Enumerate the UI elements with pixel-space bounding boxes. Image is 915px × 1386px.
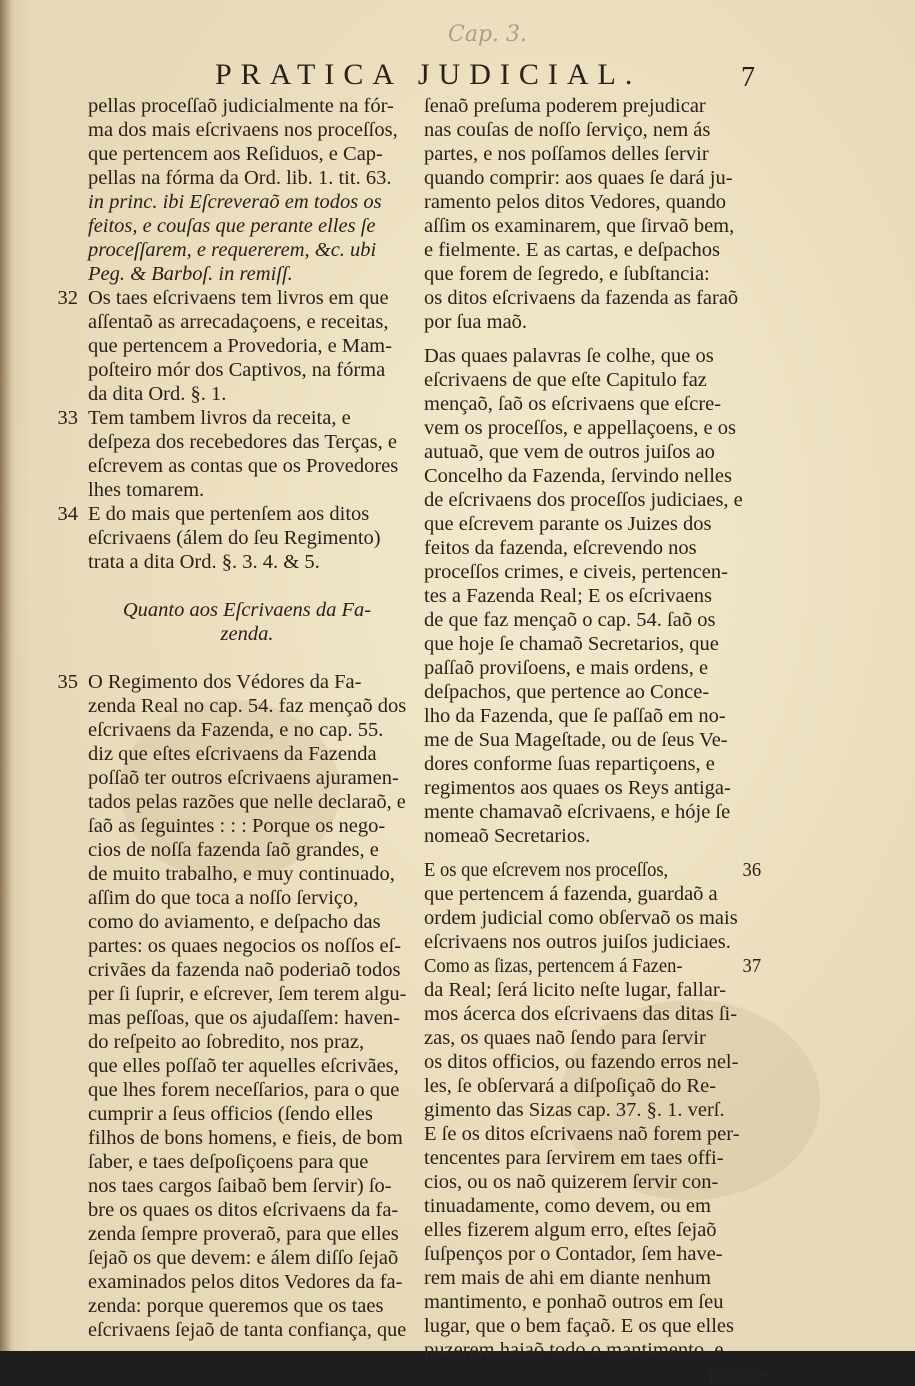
text-line: ordem judicial como obſervaõ os mais bbox=[424, 907, 738, 929]
text-line: gimento das Sizas cap. 37. §. 1. verſ. bbox=[424, 1099, 725, 1121]
text-line: eſcrivaens nos outros juiſos judiciaes. bbox=[424, 931, 731, 953]
text-line: feitos, e couſas que perante elles ſe bbox=[88, 215, 376, 237]
text-line: mençaõ, ſaõ os eſcrivaens que eſcre- bbox=[424, 393, 722, 415]
text-line: lhes tomarem. bbox=[88, 479, 205, 501]
page-number: 7 bbox=[741, 62, 755, 93]
text-line bbox=[424, 858, 762, 882]
text-line: proceſſarem, e requererem, &c. ubi bbox=[88, 239, 377, 261]
text-line: do reſpeito ao ſobredito, nos praz, bbox=[88, 1031, 365, 1053]
paragraph-36 bbox=[424, 858, 768, 954]
text-line: feitos da fazenda, eſcrevendo nos bbox=[424, 537, 697, 559]
text-line: ſaber, e taes deſpoſiçoens para que bbox=[88, 1151, 369, 1173]
text-line: nas couſas de noſſo ſerviço, nem ás bbox=[424, 119, 711, 141]
text-line: mantimento, e ponhaõ outros em ſeu bbox=[424, 1291, 724, 1313]
text-line: crivães da fazenda naõ poderiaõ todos bbox=[88, 959, 401, 981]
paragraph-number: 32 bbox=[57, 287, 78, 309]
text-line: in princ. ibi Eſcreveraõ em todos os bbox=[88, 191, 382, 213]
text-line bbox=[57, 502, 406, 526]
text-line: mas peſſoas, que os ajudaſſem: haven- bbox=[88, 1007, 400, 1029]
text-line: ſuſpenços por o Contador, ſem have- bbox=[424, 1243, 723, 1265]
text-line: ſejaõ os que devem: e álem diſſo ſejaõ bbox=[88, 1247, 399, 1269]
text-line-content: E os que eſcrevem nos proceſſos, bbox=[424, 859, 669, 881]
text-line: poſteiro mór dos Captivos, na fórma bbox=[88, 359, 386, 381]
text-line: quando comprir: aos quaes ſe dará ju- bbox=[424, 167, 733, 189]
paragraph-number: 37 bbox=[742, 955, 762, 977]
text-line: mos ácerca dos eſcrivaens das ditas ſi- bbox=[424, 1003, 738, 1025]
text-line: ſaõ as ſeguintes : : : Porque os nego- bbox=[88, 815, 386, 837]
text-line: cios, ou os naõ quizerem ſervir con- bbox=[424, 1171, 719, 1193]
text-line: zenda ſempre proveraõ, para que elles bbox=[88, 1223, 399, 1245]
text-line: deſpeza dos recebedores das Terças, e bbox=[88, 431, 397, 453]
text-line: que eſcrevem parante os Juizes dos bbox=[424, 513, 712, 535]
paragraph-37 bbox=[424, 954, 768, 1362]
text-line: os ditos eſcrivaens da fazenda as faraõ bbox=[424, 287, 739, 309]
text-line: vem os proceſſos, e appellaçoens, e os bbox=[424, 417, 736, 439]
text-line: partes, e nos poſſamos delles ſervir bbox=[424, 143, 709, 165]
text-line: aſſim do que toca a noſſo ſerviço, bbox=[88, 887, 359, 909]
text-line: elles fizerem algum erro, eſtes ſejaõ bbox=[424, 1219, 717, 1241]
text-line: E ſe os ditos eſcrivaens naõ forem per- bbox=[424, 1123, 740, 1145]
text-line: tinuadamente, como devem, ou em bbox=[424, 1195, 711, 1217]
paragraph-35-continued bbox=[424, 94, 768, 334]
spacer bbox=[424, 334, 768, 344]
paragraph-number: 34 bbox=[57, 503, 78, 525]
text-line bbox=[57, 286, 406, 310]
text-line: puzerem hajaõ todo o mantimento, e bbox=[424, 1339, 724, 1361]
text-line: partes: os quaes negocios os noſſos eſ- bbox=[88, 935, 402, 957]
page-gutter bbox=[0, 0, 10, 1351]
text-line: eſcrivaens (álem do ſeu Regimento) bbox=[88, 527, 381, 549]
paragraph-35 bbox=[57, 670, 407, 1342]
text-line: per ſi ſuprir, e eſcrever, ſem terem algu- bbox=[88, 983, 407, 1005]
text-line: zas, os quaes naõ ſendo para ſervir bbox=[424, 1027, 706, 1049]
text-line: de muito trabalho, e muy continuado, bbox=[88, 863, 395, 885]
paragraph-number: 36 bbox=[742, 859, 762, 881]
text-line-content: Como as ſizas, pertencem á Fazen- bbox=[424, 955, 683, 977]
text-line: eſcrivaens ſejaõ de tanta confiança, que bbox=[88, 1319, 407, 1341]
heading-line: Quanto aos Eſcrivaens da Fa- bbox=[122, 599, 372, 621]
text-line: bre os quaes os ditos eſcrivaens da fa- bbox=[88, 1199, 399, 1221]
text-line: ma dos mais eſcrivaens nos proceſſos, bbox=[88, 119, 398, 141]
running-title: PRATICA JUDICIAL. bbox=[215, 58, 642, 91]
spacer bbox=[88, 574, 406, 598]
text-line: de que faz mençaõ o cap. 54. ſaõ os bbox=[424, 609, 716, 631]
text-line: rem mais de ahi em diante nenhum bbox=[424, 1267, 711, 1289]
text-line: diz que eſtes eſcrivaens da Fazenda bbox=[88, 743, 377, 765]
text-line: eſcrivaens de que eſte Capitulo faz bbox=[424, 369, 707, 391]
text-line bbox=[57, 406, 406, 430]
spacer bbox=[88, 646, 406, 670]
paragraph-32 bbox=[57, 286, 406, 406]
text-line: da Real; ſerá licito neſte lugar, fallar- bbox=[424, 979, 727, 1001]
text-line: cios de noſſa fazenda ſaõ grandes, e bbox=[88, 839, 379, 861]
text-line: dores conforme ſuas repartiçoens, e bbox=[424, 753, 715, 775]
paragraph-31 bbox=[88, 94, 406, 286]
text-line: que lhes forem neceſſarios, para o que bbox=[88, 1079, 400, 1101]
text-line: cumprir a ſeus officios (ſendo elles bbox=[88, 1103, 373, 1125]
right-column bbox=[424, 94, 768, 1386]
text-line: por ſua maõ. bbox=[424, 311, 528, 333]
left-column bbox=[57, 94, 407, 1342]
text-line: aſſentaõ as arrecadaçoens, e receitas, bbox=[88, 311, 389, 333]
text-line: que pertencem aos Reſiduos, e Cap- bbox=[88, 143, 383, 165]
text-line: trata a dita Ord. §. 3. 4. & 5. bbox=[88, 551, 320, 573]
text-line: zenda Real no cap. 54. faz mençaõ dos bbox=[88, 695, 407, 717]
text-line: ſenaõ preſuma poderem prejudicar bbox=[424, 95, 706, 117]
text-line: nos taes cargos ſaibaõ bem ſervir) ſo- bbox=[88, 1175, 392, 1197]
text-line: poſſaõ ter outros eſcrivaens ajuramen- bbox=[88, 767, 399, 789]
text-line: regimentos aos quaes os Reys antiga- bbox=[424, 777, 731, 799]
text-line: nomeaõ Secretarios. bbox=[424, 825, 591, 847]
paragraph-number: 35 bbox=[57, 671, 78, 693]
text-line: autuaõ, que vem de outros juiſos ao bbox=[424, 441, 715, 463]
text-line: pellas na fórma da Ord. lib. 1. tit. 63. bbox=[88, 167, 392, 189]
text-line: deſpachos, que pertence ao Conce- bbox=[424, 681, 710, 703]
text-line: que pertencem á fazenda, guardaõ a bbox=[424, 883, 718, 905]
text-line: eſcrevem as contas que os Provedores bbox=[88, 455, 399, 477]
text-line: filhos de bons homens, e fieis, de bom bbox=[88, 1127, 403, 1149]
text-line: tencentes para ſervirem em taes offi- bbox=[424, 1147, 724, 1169]
text-line: lugar, que o bem façaõ. E os que elles bbox=[424, 1315, 734, 1337]
text-line bbox=[424, 954, 762, 978]
text-line: que hoje ſe chamaõ Secretarios, que bbox=[424, 633, 719, 655]
text-line: que elles poſſaõ ter aquelles eſcrivães, bbox=[88, 1055, 399, 1077]
text-line: que pertencem a Provedoria, e Mam- bbox=[88, 335, 392, 357]
text-line: e fielmente. E as cartas, e deſpachos bbox=[424, 239, 720, 261]
text-line: paſſaõ proviſoens, e mais ordens, e bbox=[424, 657, 709, 679]
text-line: como do aviamento, e deſpacho das bbox=[88, 911, 381, 933]
text-line-content: E do mais que pertenſem aos ditos bbox=[88, 503, 370, 525]
text-line-content: O Regimento dos Védores da Fa- bbox=[88, 671, 362, 693]
text-line: aſſim os examinarem, que ſirvaõ bem, bbox=[424, 215, 735, 237]
text-line: Das quaes palavras ſe colhe, que os bbox=[424, 345, 714, 367]
section-heading bbox=[88, 598, 406, 646]
text-line-content: Tem tambem livros da receita, e bbox=[88, 407, 351, 429]
text-line: os ditos officios, ou fazendo erros nel- bbox=[424, 1051, 739, 1073]
text-line: de eſcrivaens dos proceſſos judiciaes, e bbox=[424, 489, 743, 511]
paragraph-34 bbox=[57, 502, 406, 574]
text-line: me de Sua Mageſtade, ou de ſeus Ve- bbox=[424, 729, 728, 751]
paragraph-number: 33 bbox=[57, 407, 78, 429]
text-line: lho da Fazenda, que ſe paſſaõ em no- bbox=[424, 705, 726, 727]
text-line: Concelho da Fazenda, ſervindo nelles bbox=[424, 465, 732, 487]
text-line: tes a Fazenda Real; E os eſcrivaens bbox=[424, 585, 713, 607]
text-line: que forem de ſegredo, e ſubſtancia: bbox=[424, 263, 710, 285]
handwritten-note: Cap. 3. bbox=[448, 22, 528, 47]
text-line bbox=[57, 670, 406, 694]
text-line: les, ſe obſervará a diſpoſiçaõ do Re- bbox=[424, 1075, 717, 1097]
text-line: examinados pelos ditos Vedores da fa- bbox=[88, 1271, 403, 1293]
paragraph-33 bbox=[57, 406, 406, 502]
text-line: da dita Ord. §. 1. bbox=[88, 383, 227, 405]
running-head bbox=[215, 58, 755, 98]
text-line: tados pelas razões que nelle declaraõ, e bbox=[88, 791, 406, 813]
catchword: provei- bbox=[708, 1363, 768, 1385]
paragraph-35b bbox=[424, 344, 768, 848]
text-line: pellas proceſſaõ judicialmente na fór- bbox=[88, 95, 394, 117]
text-line: ramento pelos ditos Vedores, quando bbox=[424, 191, 726, 213]
text-line: mente chamavaõ eſcrivaens, e hóje ſe bbox=[424, 801, 731, 823]
text-line: eſcrivaens da Fazenda, e no cap. 55. bbox=[88, 719, 384, 741]
heading-line: zenda. bbox=[220, 623, 274, 645]
text-line: Peg. & Barboſ. in remiſſ. bbox=[88, 263, 293, 285]
text-line: proceſſos crimes, e civeis, pertencen- bbox=[424, 561, 728, 583]
text-line: zenda: porque queremos que os taes bbox=[88, 1295, 384, 1317]
spacer bbox=[424, 848, 768, 858]
text-line-content: Os taes eſcrivaens tem livros em que bbox=[88, 287, 389, 309]
